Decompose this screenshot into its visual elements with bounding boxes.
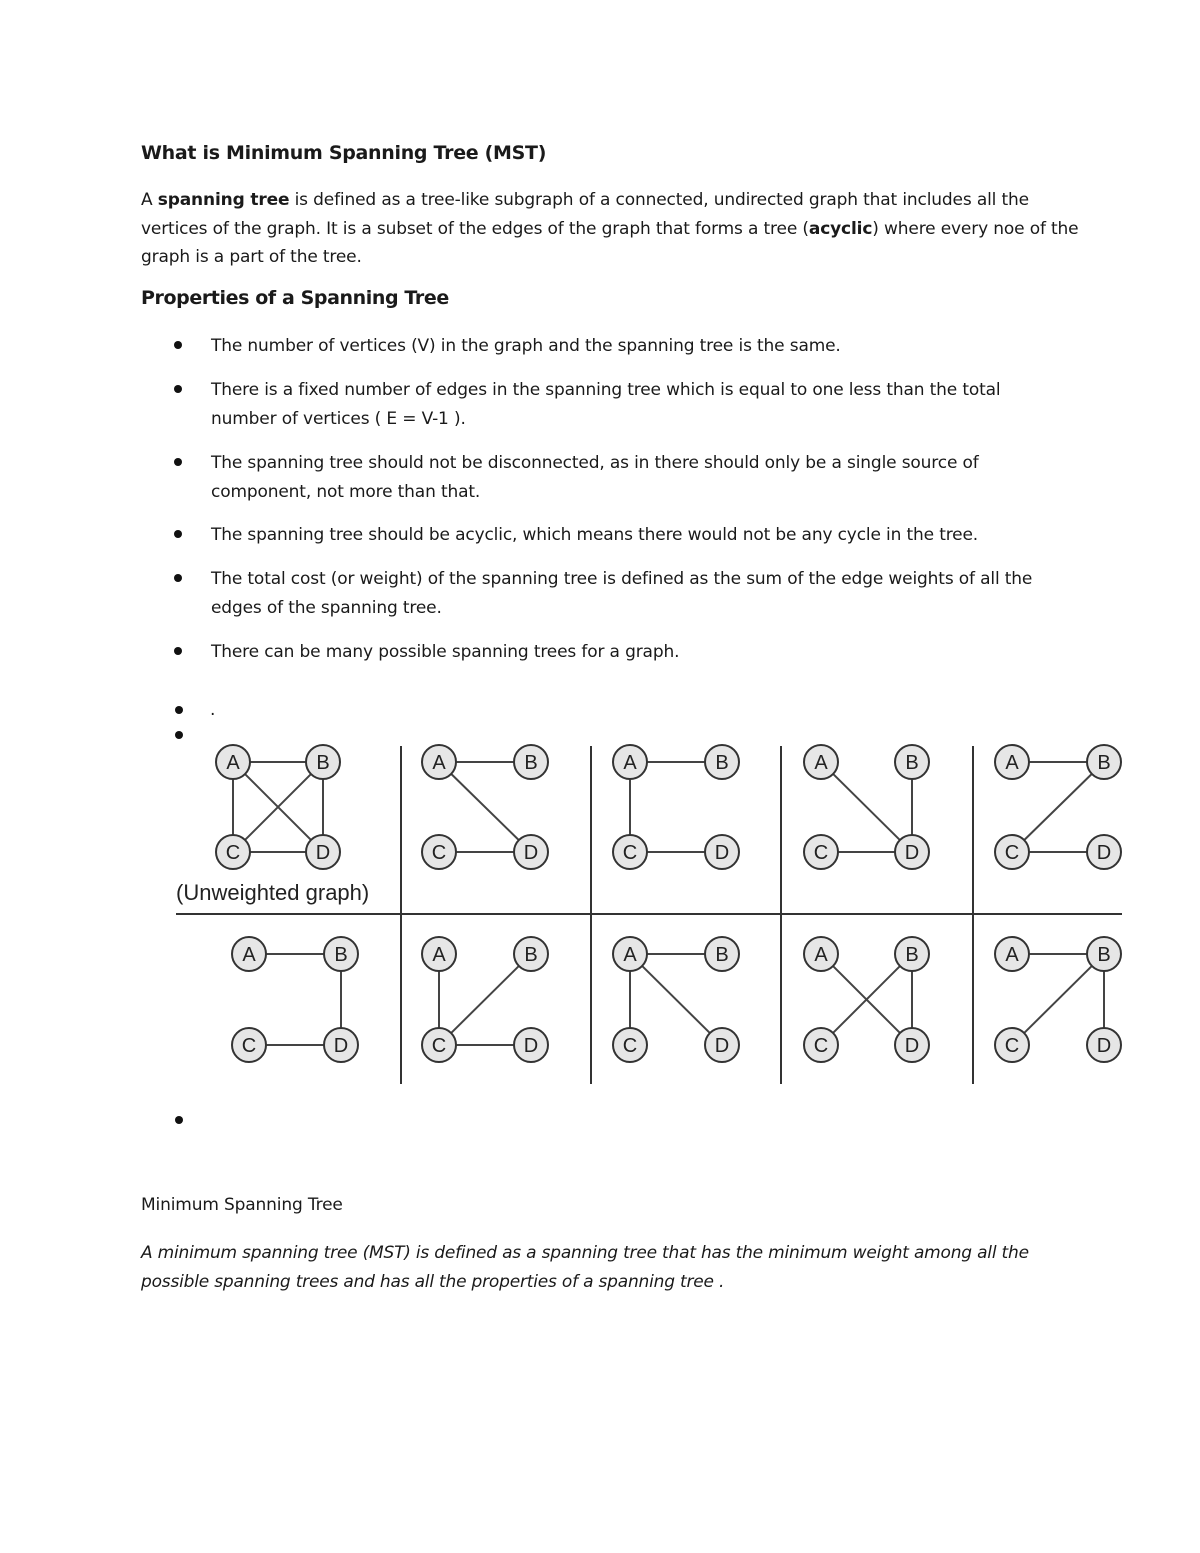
node-label: D	[714, 1035, 730, 1057]
node-label: B	[715, 944, 729, 966]
figure-caption: (Unweighted graph)	[176, 880, 370, 905]
node-label: A	[432, 752, 446, 774]
node-label: B	[524, 752, 538, 774]
list-item-text: The spanning tree should be acyclic, which means there would not be any cycle in the tree.	[211, 525, 979, 545]
list-item-text: The number of vertices (V) in the graph and the spanning tree is the same.	[211, 336, 841, 356]
bullet-icon	[174, 458, 182, 466]
node-label: D	[1096, 1035, 1112, 1057]
intro-bold-acyclic: acyclic	[808, 218, 873, 239]
node-label: C	[1004, 1035, 1020, 1057]
page-title: What is Minimum Spanning Tree (MST)	[141, 142, 547, 164]
node-label: C	[622, 1035, 638, 1057]
node-label: D	[904, 842, 920, 864]
bullet-icon	[174, 647, 182, 655]
node-label: A	[814, 752, 828, 774]
intro-paragraph	[141, 186, 1081, 272]
intro-text-3: ) where every noe of the graph is a part of the tree.	[141, 218, 1079, 267]
bullet-icon	[175, 731, 183, 739]
node-label: C	[431, 1035, 447, 1057]
node-label: A	[432, 944, 446, 966]
mst-heading: Minimum Spanning Tree	[141, 1195, 343, 1215]
spanning-trees-figure	[170, 740, 1130, 1094]
graph-edge	[451, 966, 519, 1033]
list-item-text: There is a fixed number of edges in the spanning tree which is equal to one less than the total number of vertices ( E = V-1 ).	[211, 380, 1001, 429]
graph-edge	[1024, 966, 1092, 1033]
node-label: A	[1005, 944, 1019, 966]
node-label: D	[315, 842, 331, 864]
stray-period: .	[210, 700, 216, 720]
node-label: C	[813, 1035, 829, 1057]
node-label: B	[1097, 944, 1111, 966]
node-label: C	[225, 842, 241, 864]
node-label: A	[226, 752, 240, 774]
properties-heading: Properties of a Spanning Tree	[141, 287, 449, 309]
intro-text-1: A	[141, 190, 158, 210]
node-label: A	[242, 944, 256, 966]
node-label: B	[316, 752, 330, 774]
node-label: D	[523, 1035, 539, 1057]
intro-text-2: is defined as a tree-like subgraph of a connected, undirected graph that includes all the vertices of the graph. It is a subset of the edges of the graph that forms a tree (	[141, 190, 1029, 239]
node-label: D	[1096, 842, 1112, 864]
intro-bold-spanning-tree: spanning tree	[157, 190, 290, 210]
node-label: C	[431, 842, 447, 864]
graph-edge	[833, 774, 900, 840]
bullet-icon	[175, 1116, 183, 1124]
node-label: D	[904, 1035, 920, 1057]
node-label: C	[241, 1035, 257, 1057]
graph-edge	[1024, 774, 1092, 840]
node-label: B	[524, 944, 538, 966]
list-item-text: The spanning tree should not be disconnected, as in there should only be a single source of component, not more than that.	[211, 453, 979, 502]
spanning-trees-diagram	[170, 740, 1130, 1090]
node-label: A	[814, 944, 828, 966]
node-label: C	[1004, 842, 1020, 864]
bullet-icon	[174, 574, 182, 582]
graph-edge	[451, 774, 519, 840]
list-item-text: There can be many possible spanning trees for a graph.	[211, 642, 680, 662]
node-label: D	[714, 842, 730, 864]
graph-edge	[642, 966, 710, 1033]
node-label: A	[623, 752, 637, 774]
node-label: B	[905, 944, 919, 966]
node-label: C	[813, 842, 829, 864]
bullet-icon	[175, 706, 183, 714]
node-label: B	[334, 944, 348, 966]
bullet-icon	[174, 530, 182, 538]
node-label: B	[715, 752, 729, 774]
node-label: B	[1097, 752, 1111, 774]
bullet-icon	[174, 385, 182, 393]
bullet-icon	[174, 341, 182, 349]
node-label: B	[905, 752, 919, 774]
node-label: C	[622, 842, 638, 864]
node-label: D	[523, 842, 539, 864]
node-label: D	[333, 1035, 349, 1057]
list-item-text: The total cost (or weight) of the spanning tree is defined as the sum of the edge weights of all the edges of the spanning tree.	[211, 569, 1033, 618]
mst-definition: A minimum spanning tree (MST) is defined as a spanning tree that has the minimum weight among all the possible spanning trees and has all the properties of a spanning tree .	[141, 1243, 1029, 1292]
node-label: A	[623, 944, 637, 966]
node-label: A	[1005, 752, 1019, 774]
